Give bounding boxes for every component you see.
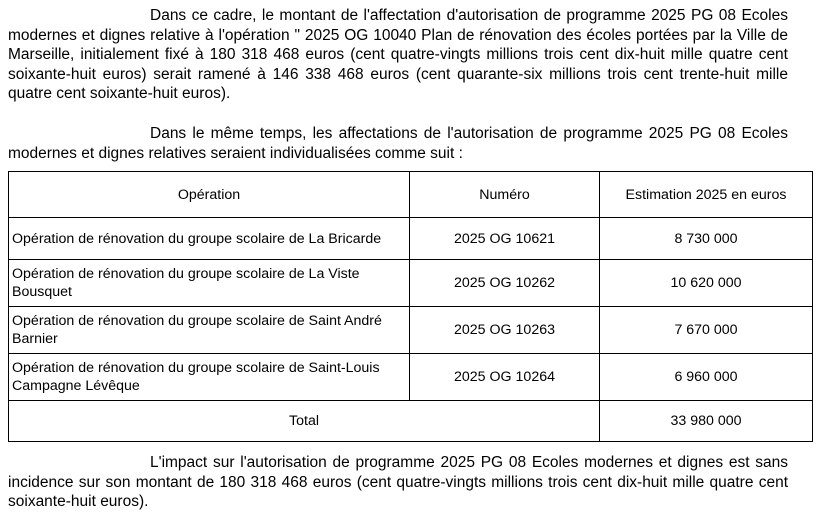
paragraph-impact: L'impact sur l'autorisation de programme 2025 PG 08 Ecoles modernes et dignes est sans incidence sur son montant de 180 318 468 euros (cent quatre-vingts millions trois cent dix-huit mille quatre cent soixante-huit euros).: [8, 454, 788, 511]
numero-cell: 2025 OG 10262: [410, 260, 600, 307]
total-label: Total: [9, 401, 600, 442]
operation-cell: Opération de rénovation du groupe scolaire de La Viste Bousquet: [9, 260, 410, 307]
estimation-cell: 7 670 000: [600, 307, 813, 354]
table-header-row: [9, 172, 813, 218]
operation-cell: Opération de rénovation du groupe scolaire de La Bricarde: [9, 218, 410, 260]
paragraph-montant-affectation: Dans ce cadre, le montant de l'affectation d'autorisation de programme 2025 PG 08 Ecoles modernes et dignes relative à l'opération " 2025 OG 10040 Plan de rénovation des écoles portées par la Ville de Marseille, initialement fixé à 180 318 468 euros (cent quatre-vingts millions trois cent dix-huit mille quatre cent soixante-huit euros) serait ramené à 146 338 468 euros (cent quarante-six millions trois cent trente-huit mille quatre cent soixante-huit euros).: [8, 7, 788, 103]
operation-cell: Opération de rénovation du groupe scolaire de Saint-Louis Campagne Lévêque: [9, 354, 410, 401]
operations-table: [8, 171, 813, 442]
total-estimation: 33 980 000: [600, 401, 813, 442]
header-estimation: Estimation 2025 en euros: [600, 172, 813, 218]
table-row: [9, 354, 813, 401]
table-total-row: [9, 401, 813, 442]
operation-cell: Opération de rénovation du groupe scolaire de Saint André Barnier: [9, 307, 410, 354]
table-row: [9, 307, 813, 354]
numero-cell: 2025 OG 10263: [410, 307, 600, 354]
header-numero: Numéro: [410, 172, 600, 218]
table-row: [9, 260, 813, 307]
table-row: [9, 218, 813, 260]
estimation-cell: 8 730 000: [600, 218, 813, 260]
numero-cell: 2025 OG 10264: [410, 354, 600, 401]
header-operation: Opération: [9, 172, 410, 218]
paragraph-affectations-individualisees: Dans le même temps, les affectations de l'autorisation de programme 2025 PG 08 Ecoles modernes et dignes relatives seraient individualisées comme suit :: [8, 125, 788, 162]
estimation-cell: 6 960 000: [600, 354, 813, 401]
estimation-cell: 10 620 000: [600, 260, 813, 307]
numero-cell: 2025 OG 10621: [410, 218, 600, 260]
